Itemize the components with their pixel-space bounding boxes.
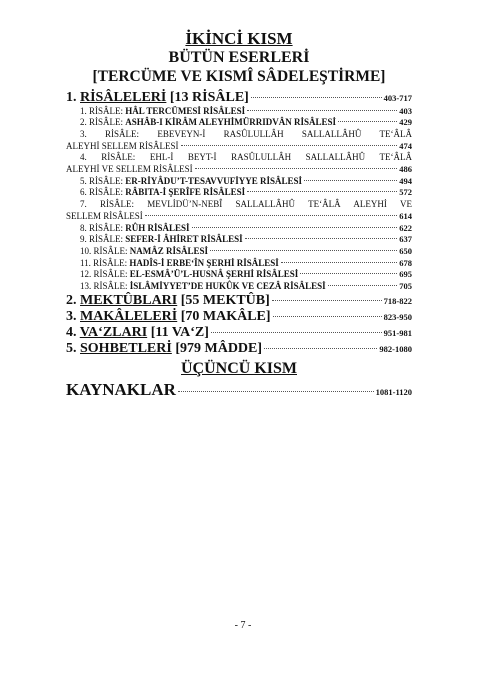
risale-entry: 7. RİSÂLE: MEVLİDÜ’N-NEBÎ SALLALLÂHÛ TE‘ÂLÂ ALEYHİ VE SELLEM RİSÂLESİ 614 <box>66 199 412 221</box>
risale-entry: 9. RİSÂLE: SEFER-İ ÂHİRET RİSÂLESİ 637 <box>80 234 412 245</box>
leader-dots <box>195 168 398 169</box>
page-number-ref: 572 <box>399 187 412 198</box>
page-number-ref: 695 <box>399 269 412 280</box>
part3-heading: ÜÇÜNCÜ KISM <box>181 359 297 377</box>
leader-dots <box>264 348 377 349</box>
title-heading: BÜTÜN ESERLERİ <box>168 49 310 66</box>
risale-entry: 3. RİSÂLE: EBEVEYN-İ RASÛLULLÂH SALLALLÂHÛ TE‘ÂLÂ ALEYHİ SELLEM RİSÂLESİ 474 <box>66 128 413 151</box>
subtitle-heading: [TERCÜME VE KISMÎ SÂDELEŞTİRME] <box>92 68 386 85</box>
page-range: 1081-1120 <box>375 386 412 397</box>
leader-dots <box>192 227 398 228</box>
page-number-ref: 678 <box>399 257 412 268</box>
page-number-ref: 494 <box>399 175 412 186</box>
section-label: RİSÂLELERİ <box>80 89 167 105</box>
toc-page <box>66 30 412 402</box>
toc-section-mektubat: 2. MEKTÛBLARI [55 MEKTÛB] 718-822 <box>66 292 412 308</box>
page-range: 982-1080 <box>379 343 412 354</box>
risale-entry: 2. RİSÂLE: ASHÂB-I KİRÂM ALEYHİMÜRRIDVÂN RİSÂLESİ 429 <box>80 117 412 128</box>
toc-section-vazlar: 4. VA‘ZLARI [11 VA‘Z] 951-981 <box>66 324 412 340</box>
page-number-ref: 622 <box>399 222 412 233</box>
risale-entry: 12. RİSÂLE: EL-ESMÂ’Ü’L-HUSNÂ ŞERHİ RİSÂLESİ 695 <box>80 269 412 280</box>
leader-dots <box>247 110 397 111</box>
page-number-ref: 486 <box>399 164 412 175</box>
leader-dots <box>300 273 397 274</box>
leader-dots <box>210 250 397 251</box>
page-range: 823-950 <box>383 311 412 322</box>
leader-dots <box>328 285 398 286</box>
leader-dots <box>251 97 382 98</box>
leader-dots <box>247 191 397 192</box>
risale-entry: 8. RİSÂLE: RÛH RİSÂLESİ 622 <box>80 222 412 233</box>
leader-dots <box>338 121 397 122</box>
page-number-ref: 637 <box>399 234 412 245</box>
risale-entry: 4. RİSÂLE: EHL-İ BEYT-İ RASÛLULLÂH SALLALLÂHÛ TE‘ÂLÂ ALEYHİ VE SELLEM RİSÂLESİ 486 <box>66 152 412 175</box>
leader-dots <box>178 391 374 392</box>
toc-section-makaleler: 3. MAKÂLELERİ [70 MAKÂLE] 823-950 <box>66 308 412 324</box>
toc-section-sohbetler: 5. SOHBETLERİ [979 MÂDDE] 982-1080 <box>66 340 412 356</box>
leader-dots <box>281 262 398 263</box>
risale-entry: 1. RİSÂLE: HÂL TERCÜMESİ RİSÂLESİ 403 <box>80 105 412 116</box>
leader-dots <box>304 180 397 181</box>
page-range: 403-717 <box>383 92 412 103</box>
leader-dots <box>272 300 382 301</box>
risale-list <box>66 106 412 293</box>
leader-dots <box>245 238 398 239</box>
page-number-ref: 650 <box>399 245 412 256</box>
page-number-ref: 403 <box>399 105 412 116</box>
page-number-ref: 705 <box>399 281 412 292</box>
risale-entry: 6. RİSÂLE: RÂBITA-İ ŞERÎFE RİSÂLESİ 572 <box>80 187 412 198</box>
page-number: - 7 - <box>234 620 252 631</box>
leader-dots <box>273 316 382 317</box>
risale-entry: 13. RİSÂLE: İSLÂMİYYET’DE HUKÛK VE CEZÂ RİSÂLESİ 705 <box>80 281 412 292</box>
part-heading: İKİNCİ KISM <box>185 29 293 48</box>
leader-dots <box>145 215 397 216</box>
page-range: 718-822 <box>383 295 412 306</box>
page-number-ref: 474 <box>399 140 412 151</box>
risale-entry: 5. RİSÂLE: ER-RİYÂDU’T-TESAVVUFİYYE RİSÂLESİ 494 <box>80 175 412 186</box>
page-number-ref: 614 <box>399 210 412 221</box>
page-number-ref: 429 <box>399 117 412 128</box>
page-range: 951-981 <box>383 327 412 338</box>
toc-section-risaleler: 1. RİSÂLELERİ [13 RİSÂLE] 403-717 <box>66 89 412 105</box>
risale-entry: 11. RİSÂLE: HADÎS-İ ERBE‘ÎN ŞERHİ RİSÂLESİ 678 <box>80 257 412 268</box>
leader-dots <box>181 145 398 146</box>
leader-dots <box>211 332 382 333</box>
toc-section-kaynaklar: KAYNAKLAR 1081-1120 <box>66 380 412 402</box>
risale-entry: 10. RİSÂLE: NAMÂZ RİSÂLESİ 650 <box>80 245 412 256</box>
